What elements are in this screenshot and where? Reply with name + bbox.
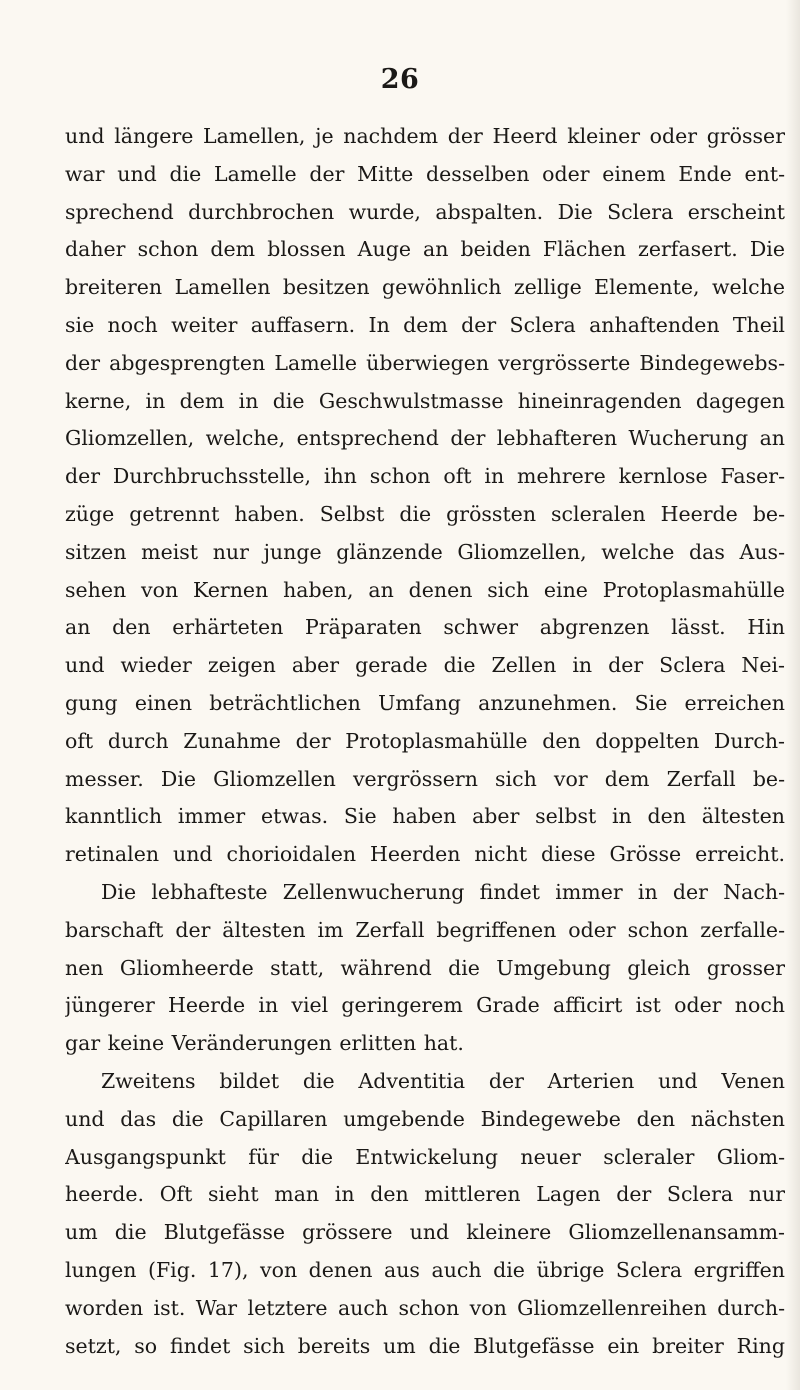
text-line: daher schon dem blossen Auge an beiden Flächen zerfasert. Die: [65, 237, 785, 262]
text-line: barschaft der ältesten im Zerfall begriffenen oder schon zerfalle-: [65, 917, 785, 942]
paragraph-start-line: Die lebhafteste Zellenwucherung findet immer in der Nach-: [101, 879, 785, 904]
text-line: züge getrennt haben. Selbst die grössten scleralen Heerde be-: [65, 501, 785, 526]
text-line: messer. Die Gliomzellen vergrössern sich vor dem Zerfall be-: [65, 766, 785, 791]
text-line: und längere Lamellen, je nachdem der Heerd kleiner oder grösser: [65, 124, 785, 148]
page-number: 26: [380, 64, 420, 95]
text-line: jüngerer Heerde in viel geringerem Grade afficirt ist oder noch: [65, 993, 785, 1018]
body-text: [65, 118, 785, 1365]
scan-edge-shadow: [786, 0, 800, 1390]
text-line: breiteren Lamellen besitzen gewöhnlich zellige Elemente, welche: [65, 275, 785, 300]
text-line: sie noch weiter auffasern. In dem der Sclera anhaftenden Theil: [65, 312, 785, 337]
text-line: worden ist. War letztere auch schon von Gliomzellenreihen durch-: [65, 1295, 785, 1320]
text-line: oft durch Zunahme der Protoplasmahülle den doppelten Durch-: [65, 728, 785, 753]
text-line: sitzen meist nur junge glänzende Gliomzellen, welche das Aus-: [65, 539, 785, 564]
text-line: und wieder zeigen aber gerade die Zellen in der Sclera Nei-: [65, 653, 785, 678]
paragraph-start-line: Zweitens bildet die Adventitia der Arterien und Venen: [101, 1068, 785, 1093]
text-line: heerde. Oft sieht man in den mittleren Lagen der Sclera nur: [65, 1182, 785, 1207]
text-line: kanntlich immer etwas. Sie haben aber selbst in den ältesten: [65, 804, 785, 829]
text-line: retinalen und chorioidalen Heerden nicht diese Grösse erreicht.: [65, 842, 785, 867]
text-line: sehen von Kernen haben, an denen sich eine Protoplasmahülle: [65, 577, 785, 602]
text-line: kerne, in dem in die Geschwulstmasse hineinragenden dagegen: [65, 388, 785, 413]
paragraph-end-line: gar keine Veränderungen erlitten hat.: [65, 1031, 464, 1056]
text-line: der abgesprengten Lamelle überwiegen vergrösserte Bindegewebs-: [65, 350, 785, 375]
text-line: um die Blutgefässe grössere und kleinere Gliomzellenansamm-: [65, 1220, 785, 1245]
text-line: Ausgangspunkt für die Entwickelung neuer scleraler Gliom-: [65, 1144, 785, 1169]
text-line: und das die Capillaren umgebende Bindegewebe den nächsten: [65, 1106, 785, 1131]
text-line: nen Gliomheerde statt, während die Umgebung gleich grosser: [65, 955, 785, 980]
text-line: lungen (Fig. 17), von denen aus auch die übrige Sclera ergriffen: [65, 1257, 785, 1282]
text-line: der Durchbruchsstelle, ihn schon oft in mehrere kernlose Faser-: [65, 464, 785, 489]
text-line: Gliomzellen, welche, entsprechend der lebhafteren Wucherung an: [65, 426, 785, 451]
text-line: an den erhärteten Präparaten schwer abgrenzen lässt. Hin: [65, 615, 785, 640]
text-line: sprechend durchbrochen wurde, abspalten. Die Sclera erscheint: [65, 199, 785, 224]
text-line: war und die Lamelle der Mitte desselben oder einem Ende ent-: [65, 161, 785, 186]
text-line: setzt, so findet sich bereits um die Blutgefässe ein breiter Ring: [65, 1333, 785, 1358]
text-line: gung einen beträchtlichen Umfang anzunehmen. Sie erreichen: [65, 690, 785, 715]
